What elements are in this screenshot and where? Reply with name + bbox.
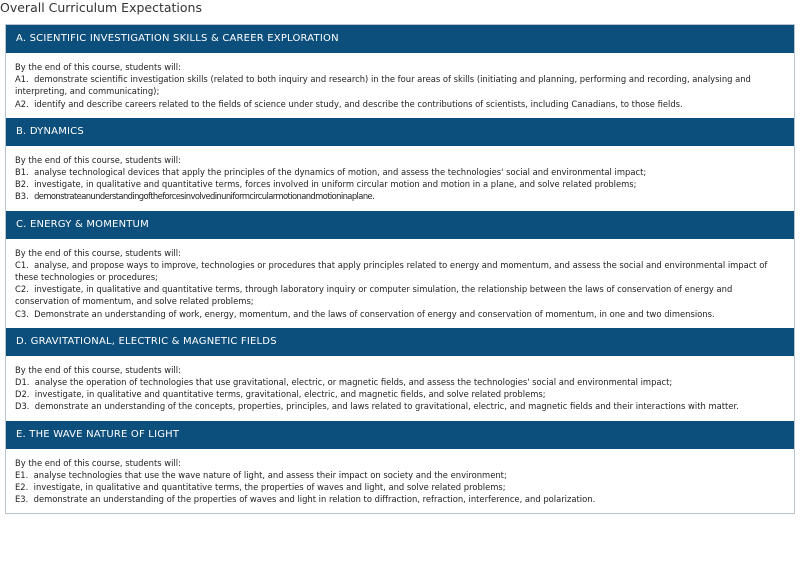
- section-c: [6, 211, 794, 328]
- expectation-text: investigate, in qualitative and quantitative terms, the properties of waves and light, and solve related problems;: [33, 482, 506, 493]
- section-body: [6, 53, 794, 118]
- expectation-code: C1.: [15, 259, 29, 270]
- expectation-text: identify and describe careers related to the fields of science under study, and describe the contributions of scientists, including Canadians, to those fields.: [34, 98, 683, 109]
- section-intro: By the end of this course, students will:: [15, 247, 181, 258]
- expectation-item: [15, 166, 786, 178]
- section-heading: B. DYNAMICS: [6, 118, 794, 146]
- expectation-code: B3.: [15, 191, 29, 202]
- expectations-table: [5, 24, 795, 514]
- expectation-item: [15, 481, 786, 493]
- expectation-code: B2.: [15, 179, 29, 190]
- section-body: [6, 449, 794, 514]
- expectation-code: C3.: [15, 308, 29, 319]
- expectation-text: analyse technologies that use the wave nature of light, and assess their impact on society and the environment;: [33, 469, 507, 480]
- expectation-text: demonstrate an understanding of the concepts, properties, principles, and laws related to gravitational, electric, and magnetic fields and their interactions with matter.: [34, 401, 739, 412]
- expectation-text: analyse, and propose ways to improve, technologies or procedures that apply principles related to energy and momentum, and assess the social and environmental impact of these technologies or procedures;: [15, 259, 768, 283]
- section-body: [6, 239, 794, 328]
- section-e: [6, 421, 794, 514]
- expectation-text: demonstrateanunderstandingoftheforcesinvolvedinuniformcircularmotionandmotioninaplane.: [34, 191, 375, 202]
- section-heading: A. SCIENTIFIC INVESTIGATION SKILLS & CAREER EXPLORATION: [6, 25, 794, 53]
- expectation-code: E1.: [15, 469, 29, 480]
- section-heading: C. ENERGY & MOMENTUM: [6, 211, 794, 239]
- page-title: Overall Curriculum Expectations: [0, 0, 202, 15]
- expectation-item: [15, 73, 786, 97]
- expectation-code: D2.: [15, 389, 30, 400]
- expectation-text: demonstrate scientific investigation skills (related to both inquiry and research) in the four areas of skills (initiating and planning, performing and recording, analysing and interpreting, and communicating);: [15, 74, 751, 97]
- expectation-text: investigate, in qualitative and quantitative terms, through laboratory inquiry or computer simulation, the relationship between the laws of conservation of energy and conservation of momentum, and solve related problems;: [15, 284, 733, 307]
- expectation-item: [15, 493, 786, 505]
- expectation-item: [15, 388, 786, 400]
- expectation-code: E2.: [15, 482, 29, 493]
- expectation-text: investigate, in qualitative and quantitative terms, gravitational, electric, and magnetic fields, and solve related problems;: [34, 389, 546, 400]
- section-heading: E. THE WAVE NATURE OF LIGHT: [6, 421, 794, 449]
- section-intro: By the end of this course, students will:: [15, 457, 181, 468]
- expectation-item: [15, 308, 786, 320]
- section-intro: By the end of this course, students will:: [15, 154, 181, 165]
- expectation-item: [15, 190, 786, 202]
- section-body: [6, 146, 794, 211]
- expectation-code: B1.: [15, 167, 29, 178]
- expectation-text: investigate, in qualitative and quantitative terms, forces involved in uniform circular motion and motion in a plane, and solve related problems;: [34, 179, 637, 190]
- expectation-code: C2.: [15, 284, 29, 295]
- expectation-item: [15, 259, 786, 283]
- section-d: [6, 328, 794, 421]
- expectation-item: [15, 283, 786, 307]
- expectation-item: [15, 469, 786, 481]
- section-intro: By the end of this course, students will:: [15, 364, 181, 375]
- section-b: [6, 118, 794, 211]
- expectation-code: E3.: [15, 494, 29, 505]
- expectation-item: [15, 400, 786, 412]
- expectation-item: [15, 376, 786, 388]
- section-intro: By the end of this course, students will:: [15, 62, 181, 72]
- expectation-text: analyse the operation of technologies that use gravitational, electric, or magnetic fields, and assess the technologies' social and environmental impact;: [34, 377, 673, 388]
- expectation-text: demonstrate an understanding of the properties of waves and light in relation to diffraction, refraction, interference, and polarization.: [33, 494, 596, 505]
- expectation-item: [15, 98, 786, 110]
- expectation-code: A1.: [15, 74, 29, 85]
- expectation-text: analyse technological devices that apply the principles of the dynamics of motion, and assess the technologies' social and environmental impact;: [34, 167, 647, 178]
- expectation-code: D1.: [15, 377, 30, 388]
- expectation-code: D3.: [15, 401, 30, 412]
- section-a: [6, 25, 794, 118]
- expectation-code: A2.: [15, 98, 29, 109]
- expectation-item: [15, 178, 786, 190]
- section-body: [6, 356, 794, 421]
- section-heading: D. GRAVITATIONAL, ELECTRIC & MAGNETIC FIELDS: [6, 328, 794, 356]
- expectation-text: Demonstrate an understanding of work, energy, momentum, and the laws of conservation of energy and conservation of momentum, in one and two dimensions.: [34, 308, 715, 319]
